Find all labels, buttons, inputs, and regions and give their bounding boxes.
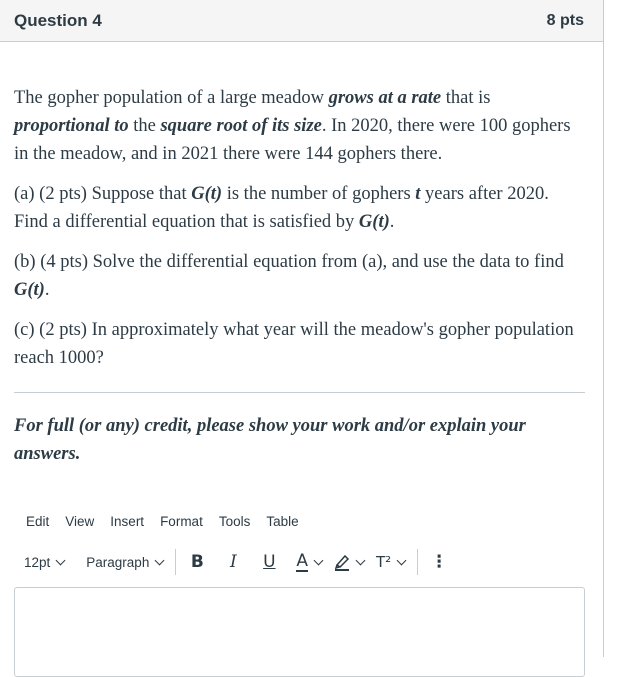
toolbar-separator xyxy=(175,549,176,575)
menu-tools[interactable]: Tools xyxy=(218,514,251,529)
chevron-down-icon xyxy=(397,555,407,565)
editor-menubar xyxy=(26,514,315,529)
body-text: (a) (2 pts) Suppose that xyxy=(14,184,192,204)
credit-note: For full (or any) credit, please show your work and/or explain your answers. xyxy=(14,416,526,464)
question-header xyxy=(0,0,603,42)
text-color-button[interactable] xyxy=(290,548,328,576)
question-paragraph-intro xyxy=(14,84,585,168)
emphasis-text: square root of its size xyxy=(160,116,322,136)
answer-editor[interactable] xyxy=(14,587,585,677)
body-text: (c) (2 pts) In approximately what year will the meadow's gopher population reach 1000? xyxy=(14,320,574,368)
question-text xyxy=(14,84,585,384)
question-part-b xyxy=(14,248,585,304)
emphasis-text: G(t) xyxy=(358,212,390,232)
question-part-c xyxy=(14,316,585,372)
font-size-select[interactable] xyxy=(18,548,70,576)
highlight-color-button[interactable] xyxy=(328,548,370,576)
menu-insert[interactable]: Insert xyxy=(110,514,145,529)
body-text: The gopher population of a large meadow xyxy=(14,88,329,108)
body-text: . xyxy=(389,212,395,232)
superscript-icon: T² xyxy=(375,553,392,571)
editor-toolbar xyxy=(18,548,452,576)
font-size-value: 12pt xyxy=(24,554,51,570)
question-title: Question 4 xyxy=(14,10,102,30)
menu-view[interactable]: View xyxy=(65,514,95,529)
body-text: . In 2020, there were 100 gophers in the meadow, and in 2021 there were 144 gophers there. xyxy=(14,116,571,164)
body-text: the xyxy=(128,116,161,136)
question-points: 8 pts xyxy=(546,11,584,29)
menu-table[interactable]: Table xyxy=(266,514,299,529)
body-text: years after 2020. Find a differential equation that is satisfied by xyxy=(14,184,549,232)
bold-button[interactable]: B xyxy=(190,552,204,572)
body-text: is the number of gophers xyxy=(222,184,416,204)
chevron-down-icon xyxy=(56,555,66,565)
body-text: that is xyxy=(441,88,491,108)
emphasis-text: grows at a rate xyxy=(328,88,442,108)
emphasis-text: t xyxy=(415,184,421,204)
more-options-icon[interactable]: ⋮ xyxy=(430,552,448,572)
question-part-a xyxy=(14,180,585,236)
menu-format[interactable]: Format xyxy=(160,514,203,529)
chevron-down-icon xyxy=(314,555,324,565)
emphasis-text: G(t) xyxy=(191,184,223,204)
chevron-down-icon xyxy=(155,555,165,565)
toolbar-separator xyxy=(417,549,418,575)
italic-button[interactable]: I xyxy=(229,552,237,572)
superscript-button[interactable] xyxy=(370,548,411,576)
body-text: . xyxy=(44,280,50,300)
chevron-down-icon xyxy=(356,555,366,565)
emphasis-text: proportional to xyxy=(14,116,129,136)
underline-button[interactable]: U xyxy=(263,552,276,572)
body-text: (b) (4 pts) Solve the differential equation from (a), and use the data to find xyxy=(14,252,564,272)
menu-edit[interactable]: Edit xyxy=(26,514,50,529)
text-color-icon: A xyxy=(296,550,308,571)
block-format-value: Paragraph xyxy=(86,554,150,570)
divider xyxy=(14,392,585,393)
emphasis-text: G(t) xyxy=(14,280,45,300)
highlighter-icon xyxy=(334,553,350,571)
block-format-select[interactable] xyxy=(80,548,169,576)
